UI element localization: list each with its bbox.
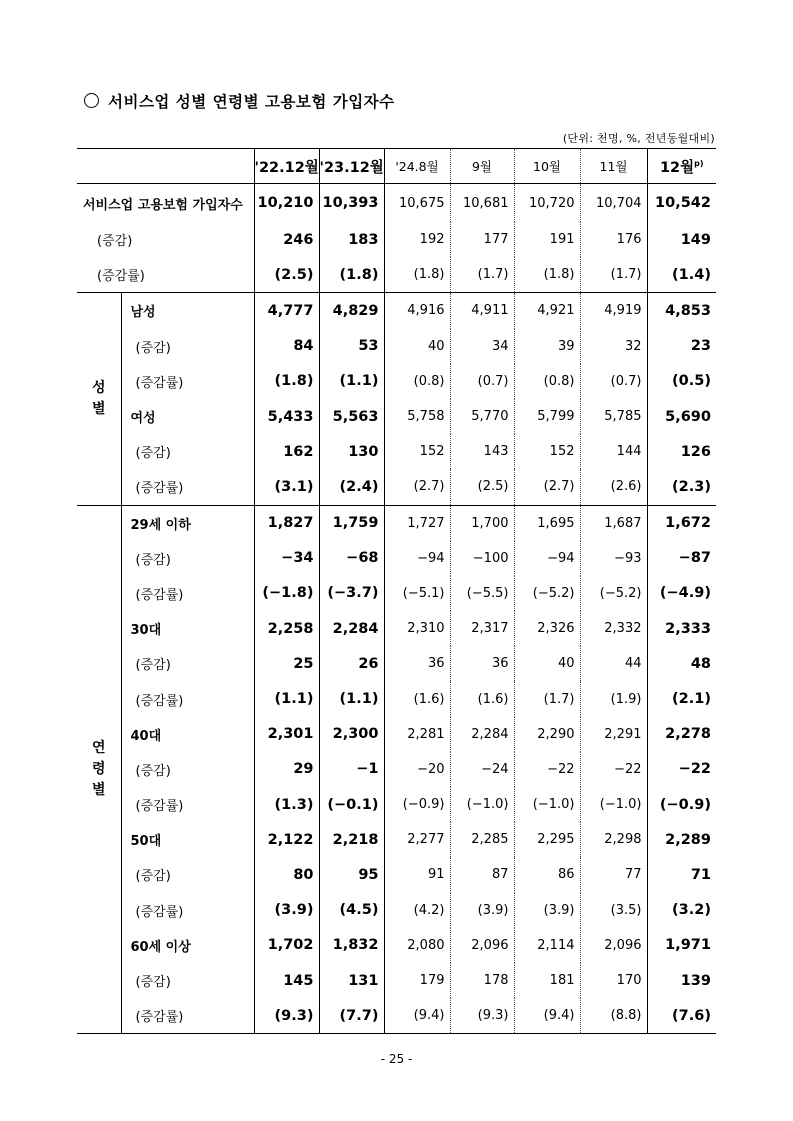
table-cell: (−5.1): [402, 585, 445, 601]
table-cell: 2,278: [647, 717, 716, 752]
row-label: (증감): [135, 763, 171, 779]
row-label: (증감): [135, 340, 171, 356]
table-cell: 26: [319, 646, 384, 681]
table-cell: 4,919: [580, 293, 647, 329]
table-cell: (2.7): [413, 479, 445, 495]
table-cell: 131: [319, 963, 384, 998]
table-cell: 10,675: [399, 195, 445, 211]
table-cell: 86: [514, 857, 580, 892]
row-label: (증감률): [135, 481, 184, 497]
table-cell: 4,921: [514, 293, 580, 329]
table-cell: 36: [427, 656, 445, 672]
table-cell: (4.2): [413, 902, 445, 918]
table-cell: (1.1): [319, 681, 384, 716]
table-cell: −94: [514, 541, 580, 576]
table-cell: −1: [319, 752, 384, 787]
table-row: [77, 646, 716, 681]
table-cell: 10,720: [514, 184, 580, 223]
table-cell: 2,285: [450, 822, 514, 857]
table-cell: 1,971: [647, 928, 716, 963]
table-cell: 2,122: [254, 822, 319, 857]
table-cell: (−5.2): [580, 576, 647, 611]
table-cell: 40: [514, 646, 580, 681]
table-row: [77, 434, 716, 469]
page-title: [84, 90, 395, 112]
table-cell: 5,690: [647, 399, 716, 434]
table-cell: 95: [319, 857, 384, 892]
table-row: [77, 399, 716, 434]
table-cell: 10,393: [319, 184, 384, 223]
table-cell: (7.7): [319, 998, 384, 1034]
table-cell: (2.6): [580, 469, 647, 505]
table-cell: (1.6): [450, 681, 514, 716]
table-row: [77, 928, 716, 963]
table-cell: 2,333: [647, 611, 716, 646]
table-cell: 130: [319, 434, 384, 469]
table-cell: (−0.9): [647, 787, 716, 822]
column-header-label: '24.8월: [395, 159, 439, 174]
table-cell: −22: [580, 752, 647, 787]
table-cell: 5,785: [580, 399, 647, 434]
table-cell: 2,284: [450, 717, 514, 752]
table-cell: 178: [450, 963, 514, 998]
table-cell: (−1.8): [254, 576, 319, 611]
table-cell: (−1.0): [514, 787, 580, 822]
table-cell: 170: [580, 963, 647, 998]
table-cell: 4,911: [450, 293, 514, 329]
column-header-label: 11월: [599, 159, 628, 174]
table-cell: 1,827: [254, 505, 319, 541]
table-cell: (0.5): [647, 364, 716, 399]
column-header: [647, 149, 716, 184]
table-cell: (1.8): [254, 364, 319, 399]
row-label: 60세 이상: [130, 939, 191, 955]
table-cell: 1,832: [319, 928, 384, 963]
table-cell: 1,702: [254, 928, 319, 963]
row-label: (증감률): [135, 799, 184, 815]
table-cell: (1.8): [413, 267, 445, 283]
column-header: [384, 149, 450, 184]
table-cell: 2,317: [450, 611, 514, 646]
table-cell: 87: [450, 857, 514, 892]
row-label: 50대: [130, 834, 162, 850]
table-cell: 2,114: [514, 928, 580, 963]
row-label: (증감률): [97, 269, 145, 285]
table-cell: 192: [419, 232, 445, 248]
table-cell: 152: [514, 434, 580, 469]
table-cell: 71: [647, 857, 716, 892]
row-label: (증감): [135, 869, 171, 885]
table-cell: (9.3): [450, 998, 514, 1034]
table-cell: 10,210: [254, 184, 319, 223]
table-cell: (−0.1): [319, 787, 384, 822]
table-cell: −87: [647, 541, 716, 576]
table-cell: −100: [450, 541, 514, 576]
table-cell: (1.4): [647, 257, 716, 293]
table-row: [77, 505, 716, 541]
table-cell: 181: [514, 963, 580, 998]
table-row: [77, 752, 716, 787]
table-cell: (−1.0): [580, 787, 647, 822]
group-label-text: 성별: [91, 379, 106, 417]
table-cell: (7.6): [647, 998, 716, 1034]
table-header-row: [77, 149, 716, 184]
table-cell: 162: [254, 434, 319, 469]
row-label: (증감률): [135, 587, 184, 603]
table-row: [77, 541, 716, 576]
table-cell: 2,277: [407, 832, 445, 848]
table-cell: 1,700: [450, 505, 514, 541]
column-header: [450, 149, 514, 184]
table-cell: 145: [254, 963, 319, 998]
table-cell: 2,096: [450, 928, 514, 963]
row-label: (증감): [135, 552, 171, 568]
table-cell: −22: [647, 752, 716, 787]
table-row: [77, 222, 716, 257]
table-cell: 2,300: [319, 717, 384, 752]
table-cell: 36: [450, 646, 514, 681]
table-cell: (−3.7): [319, 576, 384, 611]
circle-bullet-icon: [84, 93, 99, 108]
row-label: (증감): [135, 658, 171, 674]
table-cell: 10,681: [450, 184, 514, 223]
table-cell: 1,759: [319, 505, 384, 541]
table-row: [77, 681, 716, 716]
table-cell: (−1.0): [450, 787, 514, 822]
table-row: [77, 469, 716, 505]
table-row: [77, 329, 716, 364]
table-cell: 176: [580, 222, 647, 257]
table-cell: 2,258: [254, 611, 319, 646]
table-cell: (0.7): [580, 364, 647, 399]
table-cell: (1.1): [254, 681, 319, 716]
row-label: 29세 이하: [121, 505, 254, 541]
row-label: 여성: [130, 411, 156, 427]
table-cell: −34: [254, 541, 319, 576]
table-cell: 5,770: [450, 399, 514, 434]
table-row: [77, 257, 716, 293]
row-label: (증감): [97, 234, 133, 250]
table-cell: 4,916: [384, 293, 450, 329]
table-cell: 23: [647, 329, 716, 364]
table-cell: 246: [254, 222, 319, 257]
table-cell: 2,290: [514, 717, 580, 752]
table-row: [77, 576, 716, 611]
row-label: (증감): [135, 975, 171, 991]
table-cell: (8.8): [580, 998, 647, 1034]
row-label: 40대: [130, 728, 162, 744]
table-cell: 2,326: [514, 611, 580, 646]
table-cell: 44: [580, 646, 647, 681]
table-cell: 2,291: [580, 717, 647, 752]
table-row: [77, 717, 716, 752]
table-cell: (2.4): [319, 469, 384, 505]
table-row: [77, 184, 716, 223]
table-cell: (−5.2): [514, 576, 580, 611]
table-cell: (1.9): [580, 681, 647, 716]
table-cell: 126: [647, 434, 716, 469]
preliminary-mark: p): [694, 158, 704, 168]
table-cell: (−4.9): [647, 576, 716, 611]
table-cell: (3.9): [514, 893, 580, 928]
table-row: [77, 611, 716, 646]
table-cell: 34: [450, 329, 514, 364]
table-cell: 177: [450, 222, 514, 257]
table-cell: (4.5): [319, 893, 384, 928]
table-cell: (1.7): [514, 681, 580, 716]
table-cell: (0.8): [413, 373, 445, 389]
table-cell: 84: [254, 329, 319, 364]
column-header: [254, 149, 319, 184]
column-header-label: 9월: [471, 159, 493, 174]
table-cell: 5,563: [319, 399, 384, 434]
table-row: [77, 787, 716, 822]
table-cell: (3.9): [254, 893, 319, 928]
table-cell: (1.8): [514, 257, 580, 293]
table-cell: (0.8): [514, 364, 580, 399]
table-cell: 2,332: [580, 611, 647, 646]
column-header-label: 12월: [659, 159, 695, 176]
table-cell: 40: [427, 338, 445, 354]
table-cell: 4,777: [254, 293, 319, 329]
table-cell: 5,758: [407, 409, 445, 425]
table-cell: (3.5): [580, 893, 647, 928]
table-cell: 91: [427, 867, 445, 883]
table-cell: 2,281: [407, 726, 445, 742]
column-header-label: '22.12월: [254, 159, 319, 176]
column-header: [580, 149, 647, 184]
table-cell: (3.1): [254, 469, 319, 505]
table-cell: (3.9): [450, 893, 514, 928]
table-cell: 39: [514, 329, 580, 364]
table-cell: (2.1): [647, 681, 716, 716]
table-cell: 80: [254, 857, 319, 892]
column-header: [319, 149, 384, 184]
table-cell: −94: [417, 550, 445, 566]
table-cell: (−0.9): [402, 797, 445, 813]
table-row: [77, 893, 716, 928]
group-label: [77, 505, 121, 1034]
table-cell: (9.4): [514, 998, 580, 1034]
table-cell: (0.7): [450, 364, 514, 399]
table-cell: 10,542: [647, 184, 716, 223]
table-cell: 10,704: [580, 184, 647, 223]
row-label: (증감): [135, 446, 171, 462]
table-cell: 53: [319, 329, 384, 364]
row-label: (증감률): [135, 375, 184, 391]
table-cell: 149: [647, 222, 716, 257]
table-cell: (2.7): [514, 469, 580, 505]
table-cell: (9.3): [254, 998, 319, 1034]
table-cell: 4,853: [647, 293, 716, 329]
table-cell: 2,218: [319, 822, 384, 857]
table-cell: 5,433: [254, 399, 319, 434]
table-row: [77, 963, 716, 998]
table-row: [77, 857, 716, 892]
table-cell: (1.7): [580, 257, 647, 293]
table-cell: −22: [514, 752, 580, 787]
header-corner: [77, 149, 254, 184]
table-cell: 2,310: [407, 621, 445, 637]
table-cell: 191: [514, 222, 580, 257]
table-cell: −68: [319, 541, 384, 576]
group-label-text: 연령별: [91, 739, 106, 798]
table-cell: 139: [647, 963, 716, 998]
column-header-label: '23.12월: [319, 159, 384, 176]
column-header: [514, 149, 580, 184]
table-row: [77, 822, 716, 857]
table-cell: 2,298: [580, 822, 647, 857]
table-row: [77, 998, 716, 1034]
row-label: (증감률): [135, 693, 184, 709]
table-cell: 48: [647, 646, 716, 681]
table-cell: 1,672: [647, 505, 716, 541]
unit-note: (단위: 천명, %, 전년동월대비): [562, 132, 715, 145]
table-row: [77, 364, 716, 399]
row-label: (증감률): [135, 904, 184, 920]
table-row: [77, 293, 716, 329]
table-cell: 2,284: [319, 611, 384, 646]
column-header-label: 10월: [533, 159, 561, 174]
table-cell: (9.4): [384, 998, 450, 1034]
table-cell: (2.5): [450, 469, 514, 505]
group-label: [77, 293, 121, 505]
table-cell: 144: [580, 434, 647, 469]
table-cell: 2,080: [407, 937, 445, 953]
table-cell: 1,727: [384, 505, 450, 541]
table-cell: 2,289: [647, 822, 716, 857]
table-cell: 152: [419, 444, 445, 460]
table-cell: 4,829: [319, 293, 384, 329]
table-cell: −20: [417, 761, 445, 777]
table-cell: (1.3): [254, 787, 319, 822]
employment-insurance-table: [77, 148, 716, 1034]
table-cell: (1.8): [319, 257, 384, 293]
table-cell: 179: [419, 973, 445, 989]
table-cell: −93: [580, 541, 647, 576]
table-cell: 5,799: [514, 399, 580, 434]
table-cell: (1.1): [319, 364, 384, 399]
page-number: - 25 -: [380, 1052, 413, 1066]
table-cell: 32: [580, 329, 647, 364]
table-cell: 2,096: [580, 928, 647, 963]
table-cell: (−5.5): [450, 576, 514, 611]
table-cell: (3.2): [647, 893, 716, 928]
title-text: 서비스업 성별 연령별 고용보험 가입자수: [108, 93, 395, 111]
table-cell: (1.6): [413, 691, 445, 707]
table-cell: 183: [319, 222, 384, 257]
table-cell: 2,295: [514, 822, 580, 857]
table-cell: (1.7): [450, 257, 514, 293]
table-cell: 2,301: [254, 717, 319, 752]
row-label: (증감률): [121, 998, 254, 1034]
row-label: 서비스업 고용보험 가입자수: [83, 197, 243, 213]
table-cell: −24: [450, 752, 514, 787]
table-cell: (2.5): [254, 257, 319, 293]
table-cell: 25: [254, 646, 319, 681]
table-cell: 1,695: [514, 505, 580, 541]
table-cell: (2.3): [647, 469, 716, 505]
table-cell: 29: [254, 752, 319, 787]
table-cell: 77: [580, 857, 647, 892]
table-cell: 1,687: [580, 505, 647, 541]
table-cell: 143: [450, 434, 514, 469]
row-label: 남성: [121, 293, 254, 329]
row-label: 30대: [130, 623, 162, 639]
